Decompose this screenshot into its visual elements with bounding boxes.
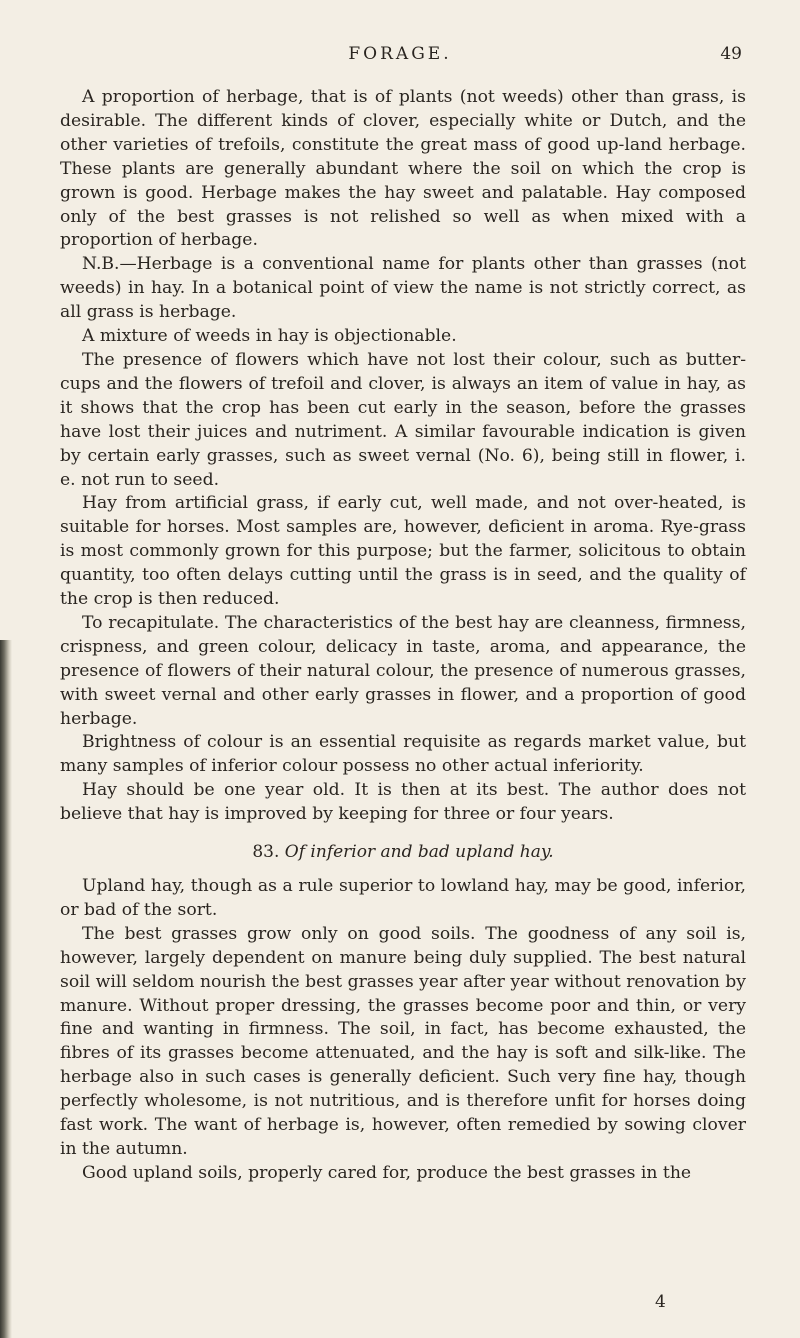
paragraph: The best grasses grow only on good soils. The goodness of any soil is, however, largely dependent on manure being duly supplied. The best natural soil will seldom nourish the best grasses year after year without renovation by manure. Without proper dressing, the grasses become poor and thin, or very fine and wanting in firmness. The soil, in fact, has become exhausted, the fibres of its grasses become attenuated, and the hay is soft and silk-like. The herbage also in such cases is generally deficient. Such very fine hay, though perfectly wholesome, is not nutritious, and is therefore unfit for horses doing fast work. The want of herbage is, however, often remedied by sowing clover in the autumn. bbox=[60, 923, 746, 1159]
paragraph: The presence of flowers which have not lost their colour, such as butter-cups and the flowers of trefoil and clover, is always an item of value in hay, as it shows that the crop has been cut early in the season, before the grasses have lost their juices and nutriment. A similar favourable indication is given by certain early grasses, such as sweet vernal (No. 6), being still in flower, i. e. not run to seed. bbox=[60, 349, 746, 490]
section-number: 83. bbox=[252, 842, 280, 863]
page-number: 49 bbox=[720, 44, 742, 64]
paragraph: Hay from artificial grass, if early cut, well made, and not over-heated, is suitable for horses. Most samples are, however, deficient in aroma. Rye-grass is most commonly grown for this purpose; but the farmer, solicitous to obtain quantity, too often delays cutting until the grass is in seed, and the quality of the crop is then reduced. bbox=[60, 493, 746, 610]
paragraph: A mixture of weeds in hay is objectionable. bbox=[82, 326, 457, 347]
page-header bbox=[0, 44, 800, 74]
paragraph: Brightness of colour is an essential requisite as regards market value, but many samples of inferior colour possess no other actual inferiority. bbox=[60, 732, 746, 777]
signature-mark: 4 bbox=[655, 1292, 666, 1312]
running-title: FORAGE. bbox=[348, 44, 452, 64]
section-heading bbox=[60, 841, 746, 865]
body-text bbox=[60, 86, 746, 1186]
paragraph: N.B.—Herbage is a conventional name for plants other than grasses (not weeds) in hay. In a botanical point of view the name is not strictly correct, as all grass is herbage. bbox=[60, 254, 746, 323]
last-line: Good upland soils, properly cared for, produce the best grasses in the bbox=[82, 1162, 692, 1183]
paragraph: Hay should be one year old. It is then at its best. The author does not believe that hay is improved by keeping for three or four years. bbox=[60, 780, 746, 825]
paragraph: Upland hay, though as a rule superior to lowland hay, may be good, inferior, or bad of the sort. bbox=[60, 876, 746, 920]
section-title: Of inferior and bad upland hay. bbox=[284, 842, 554, 863]
paragraph: A proportion of herbage, that is of plants (not weeds) other than grass, is desirable. The different kinds of clover, especially white or Dutch, and the other varieties of trefoils, constitute the great mass of good up-land herbage. These plants are generally abundant where the soil on which the crop is grown is good. Herbage makes the hay sweet and palatable. Hay composed only of the best grasses is not relished so well as when mixed with a proportion of herbage. bbox=[60, 87, 746, 251]
paragraph: To recapitulate. The characteristics of the best hay are cleanness, firmness, crispness, and green colour, delicacy in taste, aroma, and appearance, the presence of flowers of their natural colour, the presence of numerous grasses, with sweet vernal and other early grasses in flower, and a proportion of good herbage. bbox=[60, 612, 746, 729]
page-binding-shadow bbox=[0, 640, 12, 1338]
